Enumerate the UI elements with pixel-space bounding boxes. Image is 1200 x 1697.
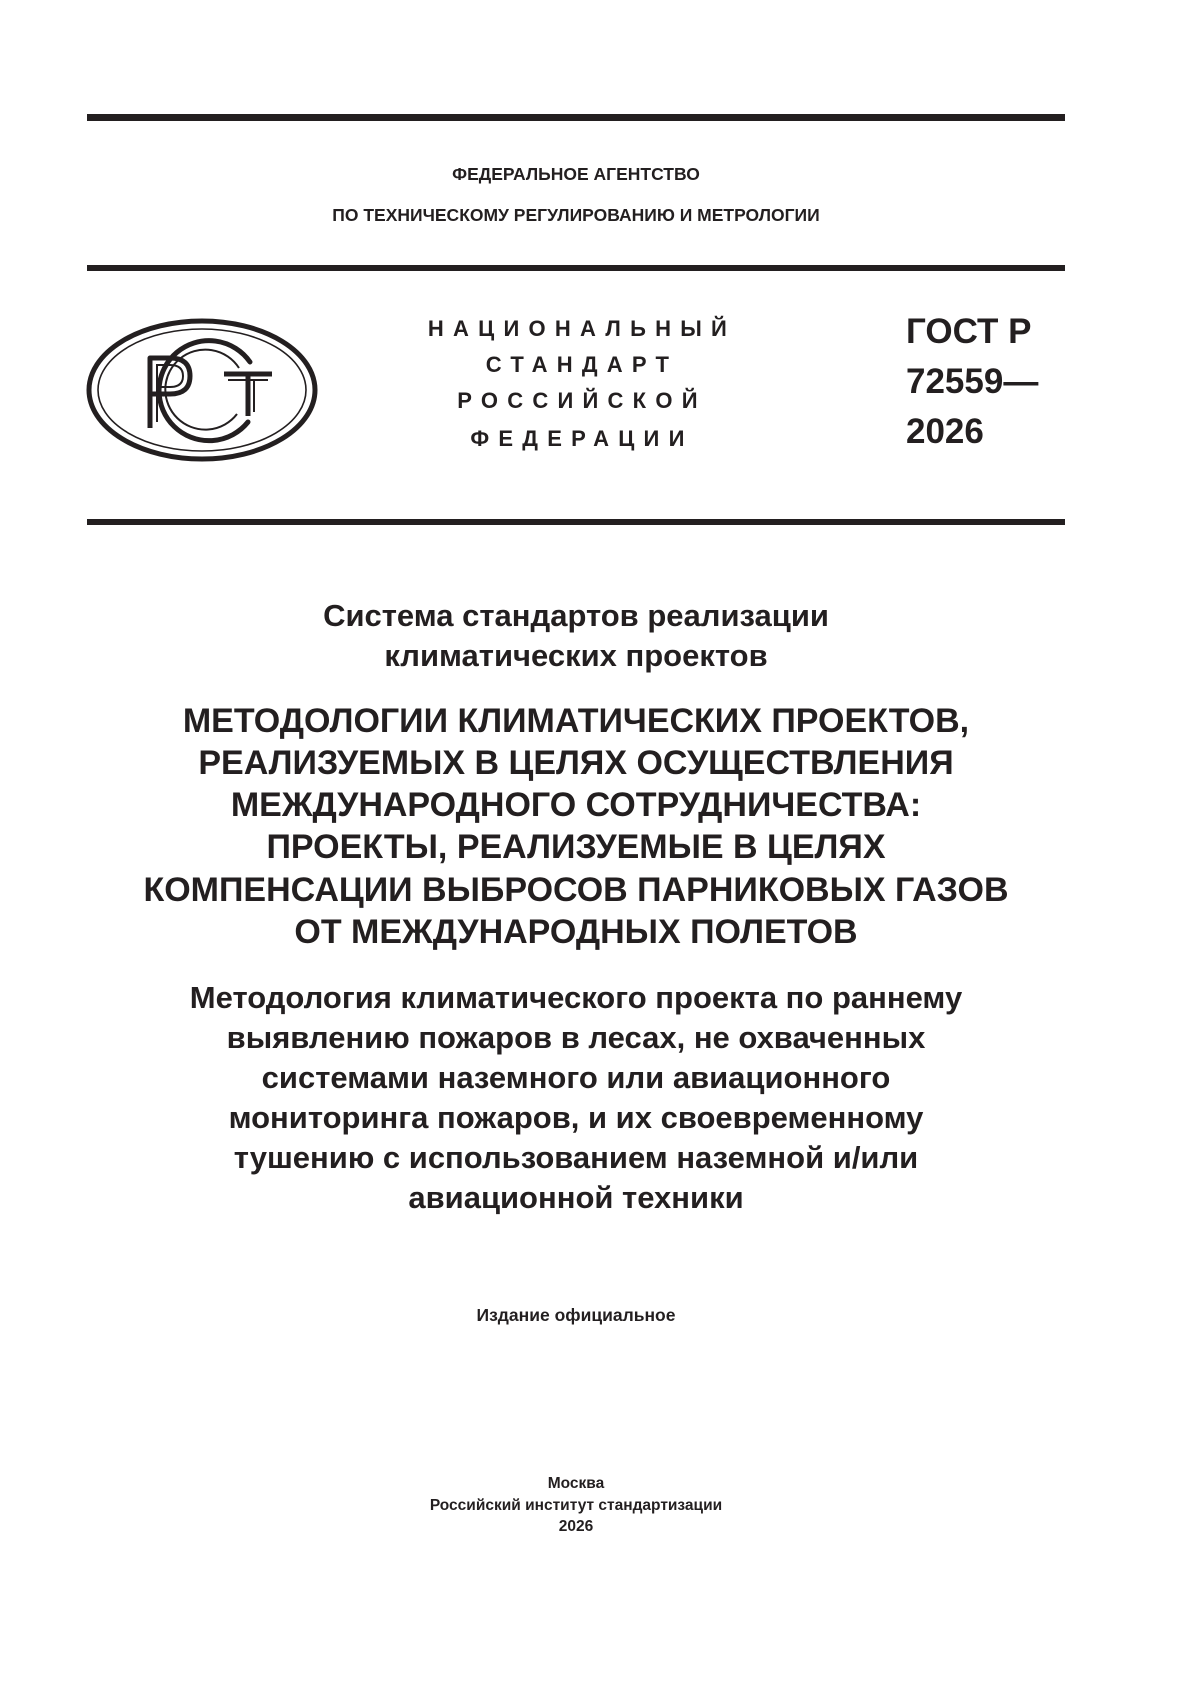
subtitle-line: тушению с использованием наземной и/или	[233, 1139, 919, 1175]
series-title-line: Система стандартов реализации	[323, 598, 829, 633]
subtitle-line: авиационной техники	[408, 1179, 744, 1215]
imprint-publisher: Российский институт стандартизации	[429, 1496, 723, 1514]
series-title	[87, 596, 1065, 676]
subtitle-line: мониторинга пожаров, и их своевременному	[228, 1099, 924, 1135]
main-title-line: ПРОЕКТЫ, РЕАЛИЗУЕМЫЕ В ЦЕЛЯХ	[266, 828, 886, 867]
title-divider	[87, 519, 1065, 525]
national-standard-line-2: СТАНДАРТ	[485, 352, 679, 377]
agency-line-2: ПО ТЕХНИЧЕСКОМУ РЕГУЛИРОВАНИЮ И МЕТРОЛОГИИ	[332, 205, 820, 225]
main-title-line: МЕТОДОЛОГИИ КЛИМАТИЧЕСКИХ ПРОЕКТОВ,	[182, 702, 970, 740]
subtitle-line: системами наземного или авиационного	[261, 1059, 891, 1095]
standard-designation-line-1: ГОСТ Р	[906, 312, 1032, 351]
agency-line-1: ФЕДЕРАЛЬНОЕ АГЕНТСТВО	[452, 164, 700, 184]
series-title-line: климатических проектов	[384, 637, 768, 673]
subtitle-line: Методология климатического проекта по раннему	[189, 980, 963, 1015]
edition-label: Издание официальное	[476, 1305, 676, 1325]
subtitle	[87, 978, 1065, 1218]
standard-designation-year: 2026	[906, 412, 984, 451]
standard-designation-number: 72559—	[906, 362, 1039, 401]
main-title-line: КОМПЕНСАЦИИ ВЫБРОСОВ ПАРНИКОВЫХ ГАЗОВ	[143, 870, 1009, 909]
header-divider	[87, 265, 1065, 271]
national-standard-line-4: ФЕДЕРАЦИИ	[470, 426, 694, 451]
main-title-line: ОТ МЕЖДУНАРОДНЫХ ПОЛЕТОВ	[294, 912, 858, 951]
national-standard-line-3: РОССИЙСКОЙ	[457, 388, 707, 413]
main-title-line: РЕАЛИЗУЕМЫХ В ЦЕЛЯХ ОСУЩЕСТВЛЕНИЯ	[198, 744, 954, 783]
main-title-line: МЕЖДУНАРОДНОГО СОТРУДНИЧЕСТВА:	[230, 786, 922, 825]
imprint-city: Москва	[547, 1475, 605, 1492]
subtitle-line: выявлению пожаров в лесах, не охваченных	[226, 1019, 926, 1055]
imprint	[87, 1473, 1065, 1538]
gost-r-logo-icon	[86, 318, 318, 462]
main-title	[87, 700, 1065, 953]
imprint-year: 2026	[558, 1518, 594, 1536]
top-divider	[87, 114, 1065, 121]
national-standard-line-1: НАЦИОНАЛЬНЫЙ	[427, 316, 737, 341]
